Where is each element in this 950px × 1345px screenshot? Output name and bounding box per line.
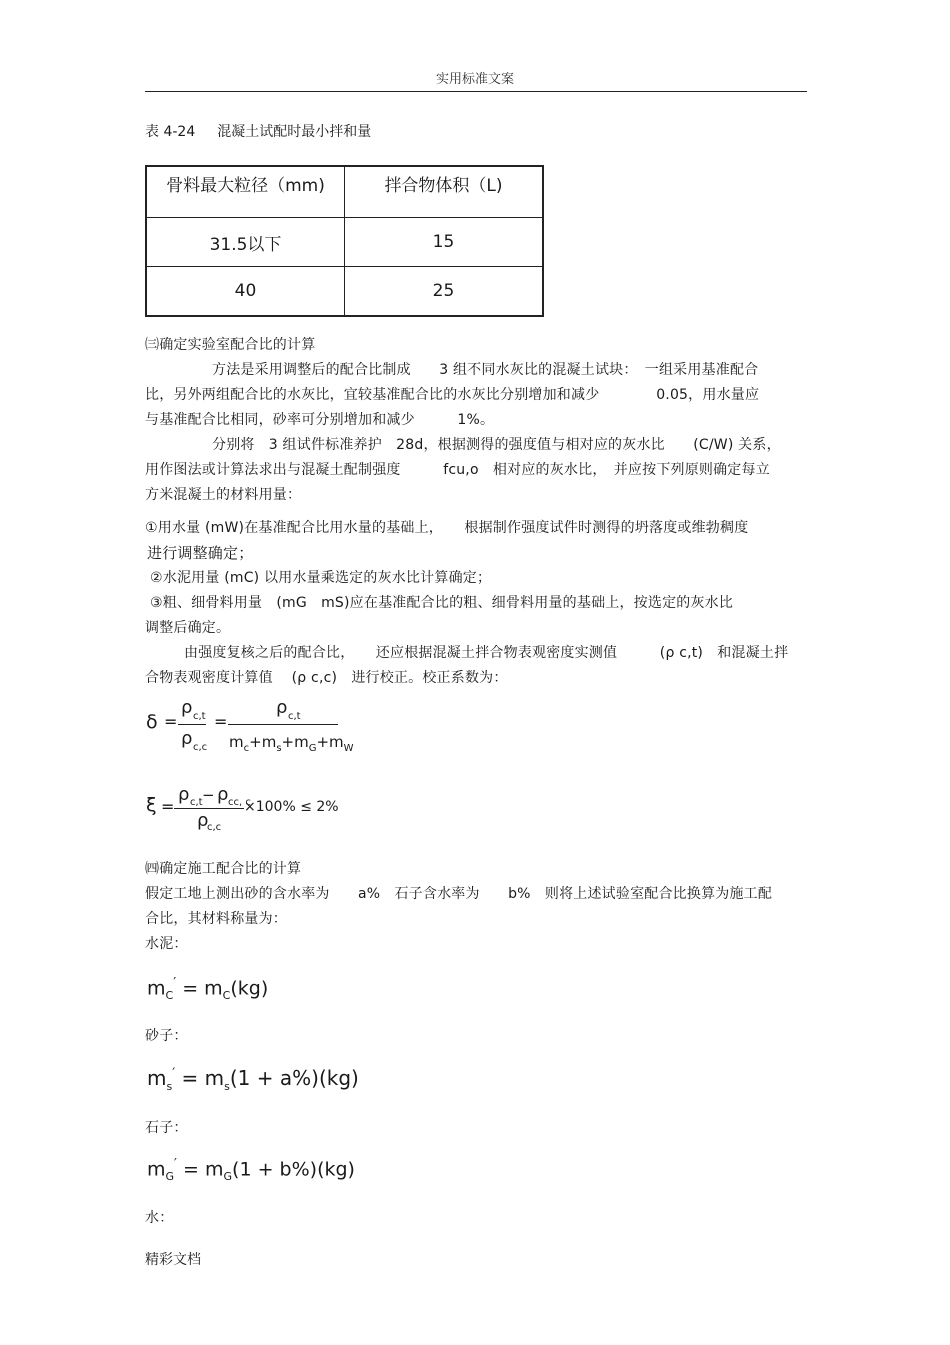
material-label: 石子： bbox=[145, 1120, 188, 1136]
fraction-bar bbox=[228, 724, 338, 725]
subscript: c,t bbox=[288, 711, 301, 722]
material-label: 水： bbox=[145, 1210, 174, 1226]
subscript: c,c bbox=[193, 742, 208, 753]
paragraph-line: 与基准配合比相同，砂率可分别增加和减少 1%。 bbox=[145, 412, 495, 428]
delta-symbol: δ bbox=[146, 711, 158, 733]
paragraph-line: 方法是采用调整后的配合比制成 3 组不同水灰比的混凝土试块： 一组采用基准配合 bbox=[212, 362, 759, 378]
subscript: c,t bbox=[193, 711, 206, 722]
table-cell: 31.5以下 bbox=[146, 218, 345, 267]
formula-cement: $m_C' = m_C(kg)$ bbox=[147, 976, 269, 1003]
paragraph-line: 假定工地上测出砂的含水率为 a% 石子含水率为 b% 则将上述试验室配合比换算为施工配 bbox=[145, 886, 773, 902]
formula-sand: $m_s' = m_s(1 + a\%)(kg)$ bbox=[147, 1066, 359, 1093]
subscript: c,t bbox=[190, 797, 203, 808]
list-item-continuation: 调整后确定。 bbox=[145, 620, 231, 636]
table-cell: 40 bbox=[146, 267, 345, 317]
table-row bbox=[146, 218, 543, 267]
paragraph-line: 用作图法或计算法求出与混凝土配制强度 fcu,o 相对应的灰水比， 并应按下列原则确定每立 bbox=[145, 462, 770, 478]
paragraph-line: 由强度复核之后的配合比， 还应根据混凝土拌合物表观密度实测值 (ρ c,t) 和混凝土拌 bbox=[184, 645, 789, 661]
rho-symbol: ρ bbox=[276, 697, 288, 718]
percentage-tail: ×100% ≤ 2% bbox=[244, 799, 339, 815]
list-item: ②水泥用量 (mC) 以用水量乘选定的灰水比计算确定； bbox=[150, 570, 492, 586]
material-label: 砂子： bbox=[145, 1028, 188, 1044]
section-heading: ㈣确定施工配合比的计算 bbox=[145, 861, 302, 877]
equals-sign: = bbox=[164, 712, 178, 731]
list-item: ③粗、细骨料用量 (mG mS)应在基准配合比的粗、细骨料用量的基础上，按选定的灰水比 bbox=[150, 595, 734, 611]
paragraph-line: 合物表观密度计算值 (ρ c,c) 进行校正。校正系数为： bbox=[145, 670, 508, 686]
table-header-cell: 拌合物体积（L) bbox=[345, 166, 544, 218]
page-header-title: 实用标准文案 bbox=[435, 72, 514, 87]
table-number: 表 4-24 bbox=[145, 124, 196, 140]
fraction-bar bbox=[178, 724, 206, 725]
page-footer: 精彩文档 bbox=[145, 1252, 201, 1268]
table-header-row bbox=[146, 166, 543, 218]
list-item: ①用水量 (mW)在基准配合比用水量的基础上， 根据制作强度试件时测得的坍落度或维勃稠度 bbox=[145, 520, 749, 536]
paragraph-line: 方米混凝土的材料用量： bbox=[145, 487, 302, 503]
paragraph-line: 分别将 3 组试件标准养护 28d，根据测得的强度值与相对应的灰水比 (C/W) 关系， bbox=[212, 437, 781, 453]
table-header-cell: 骨料最大粒径（mm) bbox=[146, 166, 345, 218]
table-caption bbox=[145, 121, 371, 141]
table-row bbox=[146, 267, 543, 317]
header-divider bbox=[145, 91, 807, 92]
rho-symbol: ρ bbox=[181, 728, 193, 749]
subscript: c,c bbox=[207, 822, 222, 833]
fraction-bar bbox=[174, 808, 244, 809]
equals-sign: = bbox=[214, 712, 228, 731]
subscript: cc, c bbox=[228, 797, 251, 808]
denominator-sum: $m_c+m_s+m_G+m_W$ bbox=[229, 733, 354, 754]
rho-symbol: ρ bbox=[197, 810, 209, 831]
rho-symbol: ρ bbox=[217, 784, 229, 805]
formula-stone: $m_G' = m_G(1 + b\%)(kg)$ bbox=[147, 1157, 355, 1184]
table-cell: 15 bbox=[345, 218, 544, 267]
xi-symbol: ξ bbox=[146, 794, 157, 816]
mix-volume-table bbox=[145, 165, 544, 317]
rho-symbol: ρ bbox=[178, 784, 190, 805]
table-cell: 25 bbox=[345, 267, 544, 317]
minus-sign: − bbox=[202, 786, 215, 804]
paragraph-line: 合比，其材料称量为： bbox=[145, 911, 287, 927]
table-title: 混凝土试配时最小拌和量 bbox=[217, 124, 372, 140]
equals-sign: = bbox=[161, 797, 175, 816]
paragraph-line: 比，另外两组配合比的水灰比，宜较基准配合比的水灰比分别增加和减少 0.05，用水量应 bbox=[145, 387, 760, 403]
list-item-continuation: 进行调整确定； bbox=[147, 544, 254, 562]
material-label: 水泥： bbox=[145, 936, 188, 952]
rho-symbol: ρ bbox=[181, 697, 193, 718]
section-heading: ㈢确定实验室配合比的计算 bbox=[145, 337, 316, 353]
